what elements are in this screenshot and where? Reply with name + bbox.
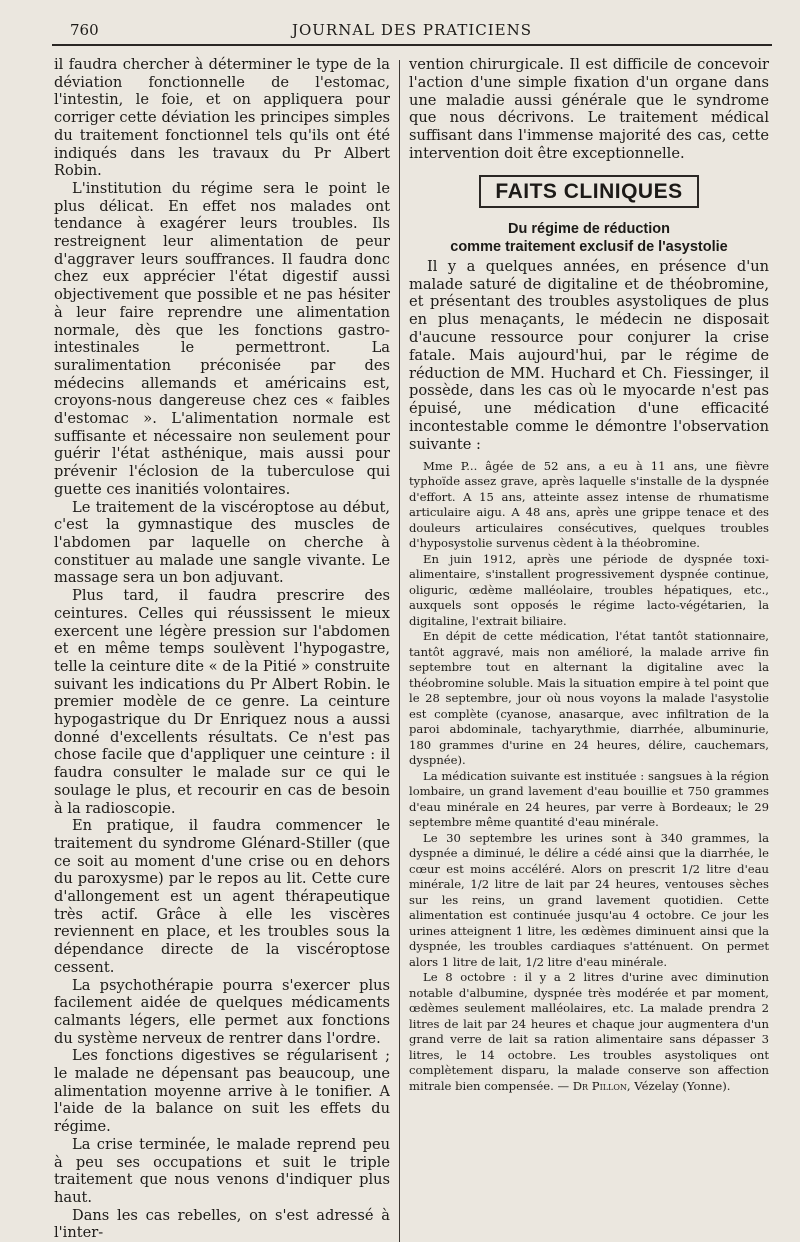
paragraph: Plus tard, il faudra prescrire des ceintures. Celles qui réussissent le mieux exercent une légère pression sur l'abdomen et en même temps soulèvent l'hypogastre, telle la ceinture dite « de la Pitié » construite suivant les indications du Pr Albert Robin. le premier modèle de ce genre. La ceinture hypogastrique du Dr Enriquez nous a aussi donné d'excellents résultats. Ce n'est pas chose facile que d'appliquer une ceinture : il faudra consulter le malade sur ce qui le soulage le plus, et recourir en cas de besoin à la radioscopie. <box>54 587 390 817</box>
observation-text: Le 8 octobre : il y a 2 litres d'urine avec diminution notable d'albumine, dyspnée très modérée et par moment, œdèmes seulement malléolaires, etc. La malade prendra 2 litres de lait par 24 heures et chaque jour augmentera d'un grand verre de lait sa ration alimentaire sans dépasser 3 litres, le 14 octobre. Les troubles asystoliques ont complètement disparu, la malade conserve son affection mitrale bien compensée. — <box>409 970 769 1093</box>
observation-paragraph: En juin 1912, après une période de dyspnée toxi-alimentaire, s'installent progressivement dyspnée continue, oliguric, œdème malléolaire, troubles hépatiques, etc., auxquels sont opposés le régime lacto-végétarien, la digitaline, l'extrait biliaire. <box>409 551 769 628</box>
paragraph: La crise terminée, le malade reprend peu à peu ses occupations et suit le triple traitement que nous venons d'indiquer plus haut. <box>54 1135 390 1206</box>
signature-place: Vézelay (Yonne). <box>634 1078 731 1093</box>
paragraph: il faudra chercher à déterminer le type de la déviation fonctionnelle de l'estomac, l'intestin, le foie, et on appliquera pour corriger cette déviation les principes simples du traitement fonctionnel tels qu'ils ont été indiqués dans les travaux du Pr Albert Robin. <box>54 56 390 180</box>
observation-paragraph: Mme P... âgée de 52 ans, a eu à 11 ans, une fièvre typhoïde assez grave, après laquelle s'installe de la dyspnée d'effort. A 15 ans, atteinte assez intense de rhumatisme articulaire aigu. A 48 ans, après une grippe tenace et des douleurs articulaires consécutives, quelques troubles d'hyposystolie survenus cèdent à la théobromine. <box>409 458 769 551</box>
paragraph: Le traitement de la viscéroptose au début, c'est la gymnastique des muscles de l'abdomen par laquelle on cherche à constituer au malade une sangle vivante. Le massage sera un bon adjuvant. <box>54 498 390 587</box>
article-intro: Il y a quelques années, en présence d'un malade saturé de digitaline et de théobromine, et présentant des troubles asystoliques de plus en plus menaçants, le médecin ne disposait d'aucune ressource pour conjurer la crise fatale. Mais aujourd'hui, par le régime de réduction de MM. Huchard et Ch. Fiessinger, il possède, dans les cas où le myocarde n'est pas épuisé, une médication d'une efficacité incontestable comme le démontre l'observation suivante : <box>409 257 769 453</box>
signature-name: Dr Pillon, <box>572 1078 631 1093</box>
observation-paragraph: Le 30 septembre les urines sont à 340 grammes, la dyspnée a diminué, le délire a cédé ainsi que la diarrhée, le cœur est moins accéléré. Alors on prescrit 1/2 litre d'eau minérale, 1/2 litre de lait par 24 heures, ventouses sèches sur les reins, un grand lavement quotidien. Cette alimentation est continuée jusqu'au 4 octobre. Ce jour les urines atteignent 1 litre, les œdèmes diminuent ainsi que la dyspnée, les troubles cardiaques s'atténuent. On permet alors 1 litre de lait, 1/2 litre d'eau minérale. <box>409 830 769 969</box>
column-divider <box>399 60 400 1242</box>
article-title <box>409 220 769 256</box>
observation-paragraph: La médication suivante est instituée : sangsues à la région lombaire, un grand lavement d'eau bouillie et 750 grammes d'eau minérale en 24 heures, par verre à Bordeaux; le 29 septembre même quantité d'eau minérale. <box>409 768 769 830</box>
journal-title: JOURNAL DES PRATICIENS <box>291 21 533 39</box>
paragraph: Les fonctions digestives se régularisent ; le malade ne dépensant pas beaucoup, une alimentation moyenne arrive à le tonifier. A l'aide de la balance on suit les effets du régime. <box>54 1047 390 1136</box>
page-number: 760 <box>70 21 99 39</box>
observation-paragraph <box>409 970 769 1094</box>
article-title-line: Du régime de réduction <box>508 220 670 237</box>
article-title-line: comme traitement exclusif de l'asystolie <box>450 238 728 255</box>
paragraph: En pratique, il faudra commencer le traitement du syndrome Glénard-Stiller (que ce soit au moment d'une crise ou en dehors du paroxysme) par le repos au lit. Cette cure d'allongement est un agent thérapeutique très actif. Grâce à elle les viscères reviennent en place, et les troubles sous la dépendance directe de la viscéroptose cessent. <box>54 817 390 976</box>
left-column <box>52 56 390 1242</box>
paragraph: Dans les cas rebelles, on s'est adressé à l'inter- <box>54 1206 390 1242</box>
page-header <box>52 18 772 46</box>
section-title: FAITS CLINIQUES <box>479 175 698 208</box>
paragraph: vention chirurgicale. Il est difficile de concevoir l'action d'une simple fixation d'un organe dans une maladie aussi générale que le syndrome que nous décrivons. Le traitement médical suffisant dans l'immense majorité des cas, cette intervention doit être exceptionnelle. <box>409 56 769 162</box>
section-heading <box>409 175 769 208</box>
paragraph: La psychothérapie pourra s'exercer plus facilement aidée de quelques médicaments calmants légers, elle permet aux fonctions du système nerveux de rentrer dans l'ordre. <box>54 976 390 1047</box>
observation-paragraph: En dépit de cette médication, l'état tantôt stationnaire, tantôt aggravé, mais non amélioré, la malade arrive fin septembre tout en alternant la digitaline avec la théobromine soluble. Mais la situation empire à tel point que le 28 septembre, jour où nous voyons la malade l'asystolie est complète (cyanose, anasarque, avec infiltration de la paroi abdominale, tachyarythmie, diarrhée, albuminurie, 180 grammes d'urine en 24 heures, délire, cauchemars, dyspnée). <box>409 629 769 768</box>
right-column <box>409 56 769 1242</box>
two-column-body <box>52 56 772 1242</box>
paragraph: L'institution du régime sera le point le plus délicat. En effet nos malades ont tendance à exagérer leurs troubles. Ils restreignent leur alimentation de peur d'aggraver leurs souffrances. Il faudra donc chez eux apprécier l'état digestif aussi objectivement que possible et ne pas hésiter à leur faire reprendre une alimentation normale, dès que les fonctions gastro-intestinales le permettront. La suralimentation préconisée par des médecins allemands et américains est, croyons-nous dangereuse chez ces « faibles d'estomac ». L'alimentation normale est suffisante et nécessaire non seulement pour guérir l'état asthénique, mais aussi pour prévenir l'éclosion de la tuberculose qui guette ces inanitiés volontaires. <box>54 179 390 498</box>
